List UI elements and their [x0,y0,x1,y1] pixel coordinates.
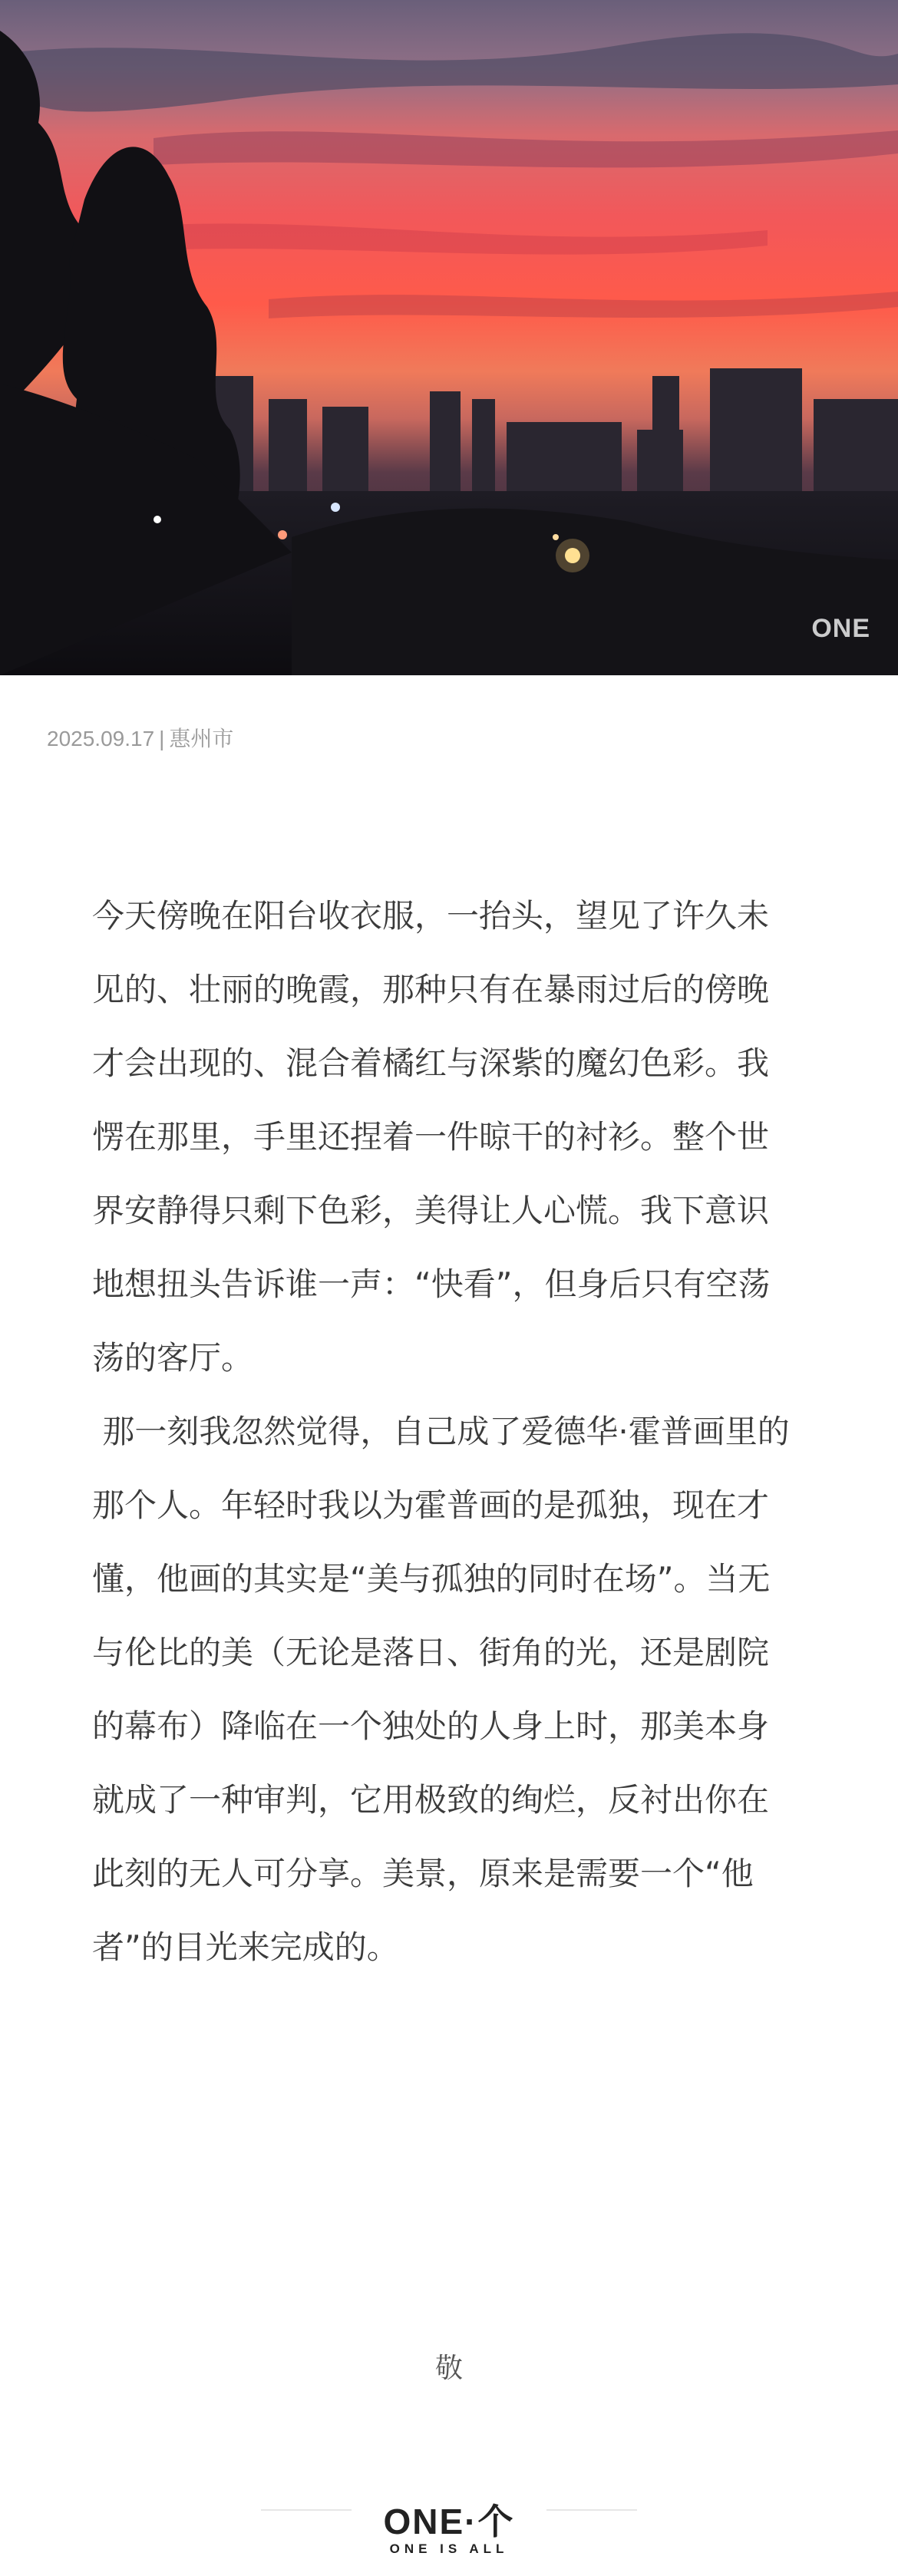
post-meta [47,722,233,753]
article-paragraph-2: 那一刻我忽然觉得，自己成了爱德华·霍普画里的那个人。年轻时我以为霍普画的是孤独，现在才懂，他画的其实是“美与孤独的同时在场”。当无与伦比的美（无论是落日、街角的光，还是剧院的幕布）降临在一个独处的人身上时，那美本身就成了一种审判，它用极致的绚烂，反衬出你在此刻的无人可分享。美景，原来是需要一个“他者”的目光来完成的。 [92,1413,790,1966]
sunset-cityscape-image [0,0,898,675]
sunset-photo [0,0,898,675]
post-location: 惠州市 [169,727,234,750]
one-watermark: ONE [811,614,870,643]
meta-separator: | [159,727,165,750]
signoff-text: 敬 [434,2353,463,2384]
article-paragraph-1: 今天傍晚在阳台收衣服，一抬头，望见了许久未见的、壮丽的晚霞，那种只有在暴雨过后的傍晚才会出现的、混合着橘红与深紫的魔幻色彩。我愣在那里，手里还捏着一件晾干的衬衫。整个世界安静得只剩下色彩，美得让人心慌。我下意识地想扭头告诉谁一声：“快看”，但身后只有空荡荡的客厅。 [92,897,771,1377]
post-date: 2025.09.17 [47,727,155,750]
article-body [92,879,792,1984]
one-logo: ONE·个 [383,2502,515,2541]
one-tagline: ONE IS ALL [389,2541,509,2556]
